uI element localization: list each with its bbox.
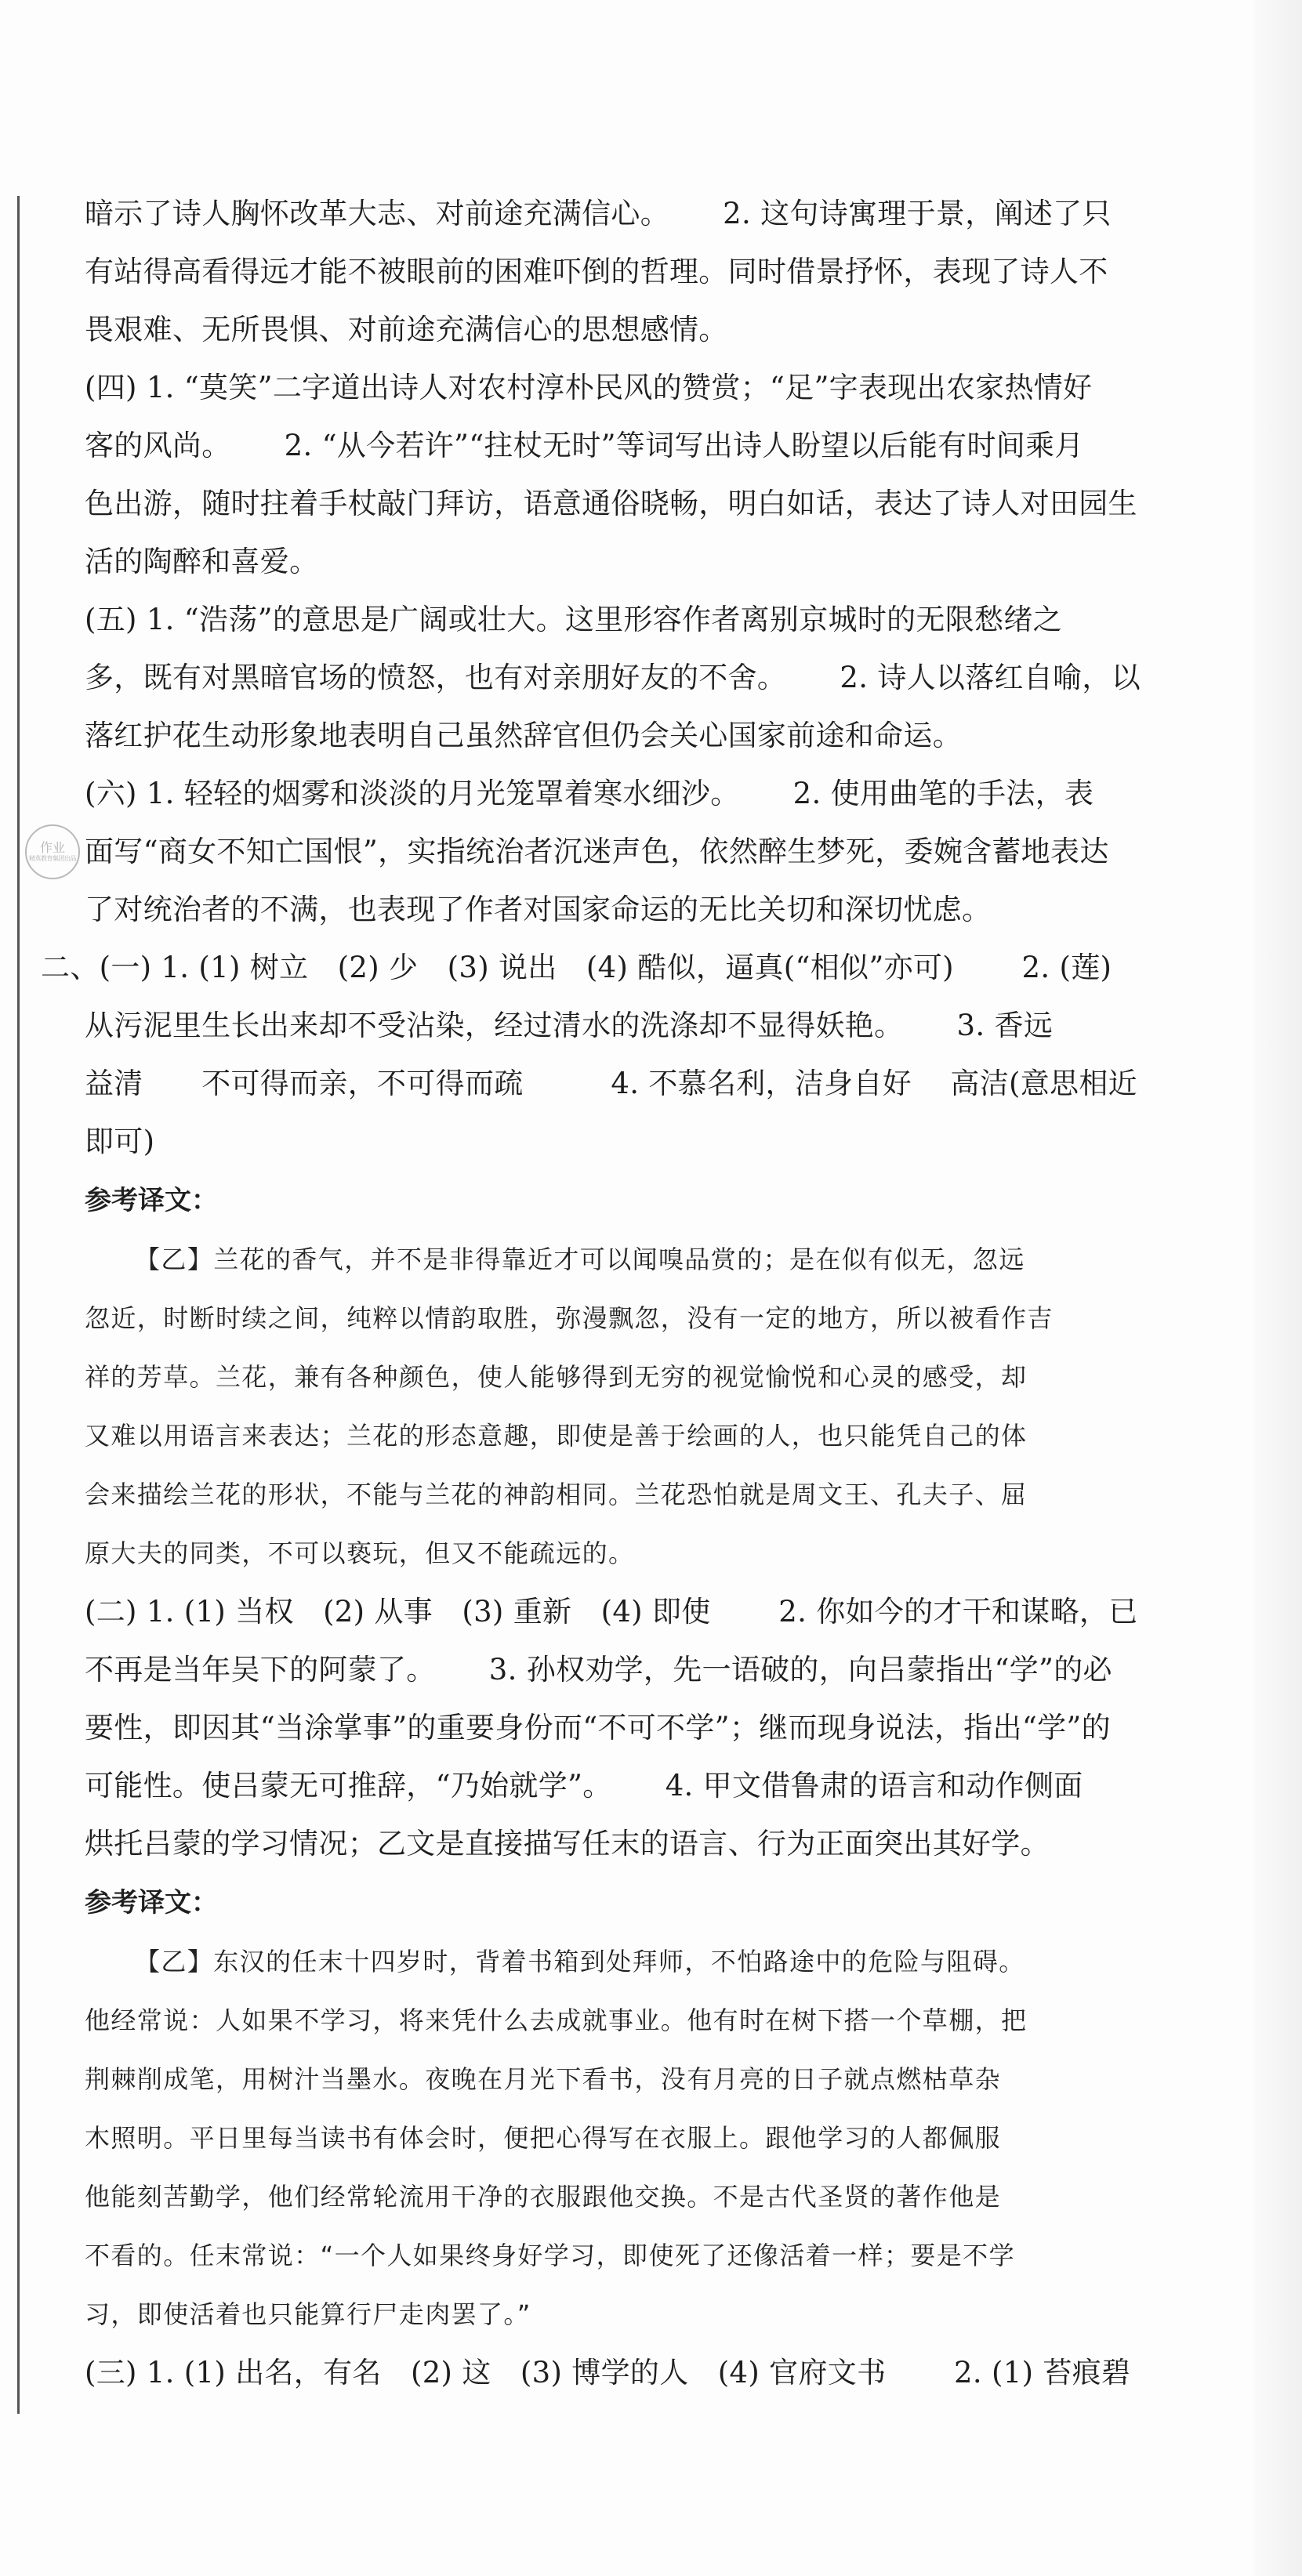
seal-top-text: 作业 (39, 840, 65, 855)
text-line: 活的陶醉和喜爱。 (85, 545, 319, 578)
translation-line: 他经常说：人如果不学习，将来凭什么去成就事业。他有时在树下搭一个草棚，把 (85, 2005, 1028, 2035)
text-line: (二) 1. (1) 当权 (2) 从事 (3) 重新 (4) 即使 2. 你如今的才干和谋略，已 (85, 1595, 1138, 1629)
text-line: (六) 1. 轻轻的烟雾和淡淡的月光笼罩着寒水细沙。 2. 使用曲笔的手法，表 (85, 777, 1094, 810)
text-line: 有站得高看得远才能不被眼前的困难吓倒的哲理。同时借景抒怀，表现了诗人不 (85, 255, 1108, 288)
text-line: 面写“商女不知亡国恨”，实指统治者沉迷声色，依然醉生梦死，委婉含蓄地表达 (85, 835, 1109, 868)
text-line: 烘托吕蒙的学习情况；乙文是直接描写任末的语言、行为正面突出其好学。 (85, 1827, 1050, 1860)
watermark-seal (25, 824, 80, 879)
translation-heading: 参考译文： (85, 1887, 218, 1918)
text-line: 可能性。使吕蒙无可推辞，“乃始就学”。 4. 甲文借鲁肃的语言和动作侧面 (85, 1769, 1083, 1802)
text-line: 色出游，随时拄着手杖敲门拜访，语意通俗晓畅，明白如话，表达了诗人对田园生 (85, 487, 1137, 520)
translation-line: 原大夫的同类，不可以亵玩，但又不能疏远的。 (85, 1538, 635, 1568)
page-edge-shadow (1254, 0, 1302, 2576)
translation-line: 【乙】兰花的香气，并不是非得靠近才可以闻嗅品赏的；是在似有似无，忽远 (135, 1245, 1025, 1274)
text-line: 多，既有对黑暗官场的愤怒，也有对亲朋好友的不舍。 2. 诗人以落红自喻，以 (85, 661, 1141, 694)
text-line: (五) 1. “浩荡”的意思是广阔或壮大。这里形容作者离别京城时的无限愁绪之 (85, 603, 1062, 636)
text-line: 了对统治者的不满，也表现了作者对国家命运的无比关切和深切忧虑。 (85, 893, 992, 926)
translation-line: 不看的。任末常说：“一个人如果终身好学习，即使死了还像活着一样；要是不学 (85, 2241, 1015, 2270)
text-line: 即可) (85, 1125, 155, 1158)
text-line: (四) 1. “莫笑”二字道出诗人对农村淳朴民风的赞赏；“足”字表现出农家热情好 (85, 371, 1093, 404)
translation-line: 木照明。平日里每当读书有体会时，便把心得写在衣服上。跟他学习的人都佩服 (85, 2123, 1002, 2153)
text-line: 从污泥里生长出来却不受沾染，经过清水的洗涤却不显得妖艳。 3. 香远 (85, 1009, 1054, 1042)
translation-heading: 参考译文： (85, 1185, 218, 1216)
text-line: 暗示了诗人胸怀改革大志、对前途充满信心。 2. 这句诗寓理于景，阐述了只 (85, 197, 1112, 230)
translation-line: 会来描绘兰花的形状，不能与兰花的神韵相同。兰花恐怕就是周文王、孔夫子、屈 (85, 1480, 1028, 1509)
text-line: 落红护花生动形象地表明自己虽然辞官但仍会关心国家前途和命运。 (85, 719, 962, 752)
seal-bottom-text: 精英教育集团出品 (29, 855, 76, 862)
text-line: 要性，即因其“当涂掌事”的重要身份而“不可不学”；继而现身说法，指出“学”的 (85, 1711, 1111, 1745)
text-line: 益清 不可得而亲，不可得而疏 4. 不慕名利，洁身自好 高洁(意思相近 (85, 1067, 1137, 1100)
section-two-line: 二、(一) 1. (1) 树立 (2) 少 (3) 说出 (4) 酷似，逼真(“相似”亦可) 2. (莲) (41, 951, 1112, 984)
translation-line: 祥的芳草。兰花，兼有各种颜色，使人能够得到无穷的视觉愉悦和心灵的感受，却 (85, 1362, 1028, 1392)
translation-line: 【乙】东汉的任末十四岁时，背着书箱到处拜师，不怕路途中的危险与阻碍。 (135, 1947, 1025, 1976)
text-line: 客的风尚。 2. “从今若许”“拄杖无时”等词写出诗人盼望以后能有时间乘月 (85, 429, 1084, 462)
translation-line: 习，即使活着也只能算行尸走肉罢了。” (85, 2299, 531, 2329)
text-line: 畏艰难、无所畏惧、对前途充满信心的思想感情。 (85, 313, 728, 346)
text-line: (三) 1. (1) 出名，有名 (2) 这 (3) 博学的人 (4) 官府文书 2. (1) 苔痕碧 (85, 2356, 1131, 2389)
translation-line: 又难以用语言来表达；兰花的形态意趣，即使是善于绘画的人，也只能凭自己的体 (85, 1421, 1028, 1451)
text-line: 不再是当年吴下的阿蒙了。 3. 孙权劝学，先一语破的，向吕蒙指出“学”的必 (85, 1653, 1112, 1687)
translation-line: 荆棘削成笔，用树汁当墨水。夜晚在月光下看书，没有月亮的日子就点燃枯草杂 (85, 2064, 1002, 2094)
translation-line: 他能刻苦勤学，他们经常轮流用干净的衣服跟他交换。不是古代圣贤的著作他是 (85, 2182, 1002, 2212)
margin-rule (17, 196, 20, 2414)
translation-line: 忽近，时断时续之间，纯粹以情韵取胜，弥漫飘忽，没有一定的地方，所以被看作吉 (85, 1303, 1054, 1333)
